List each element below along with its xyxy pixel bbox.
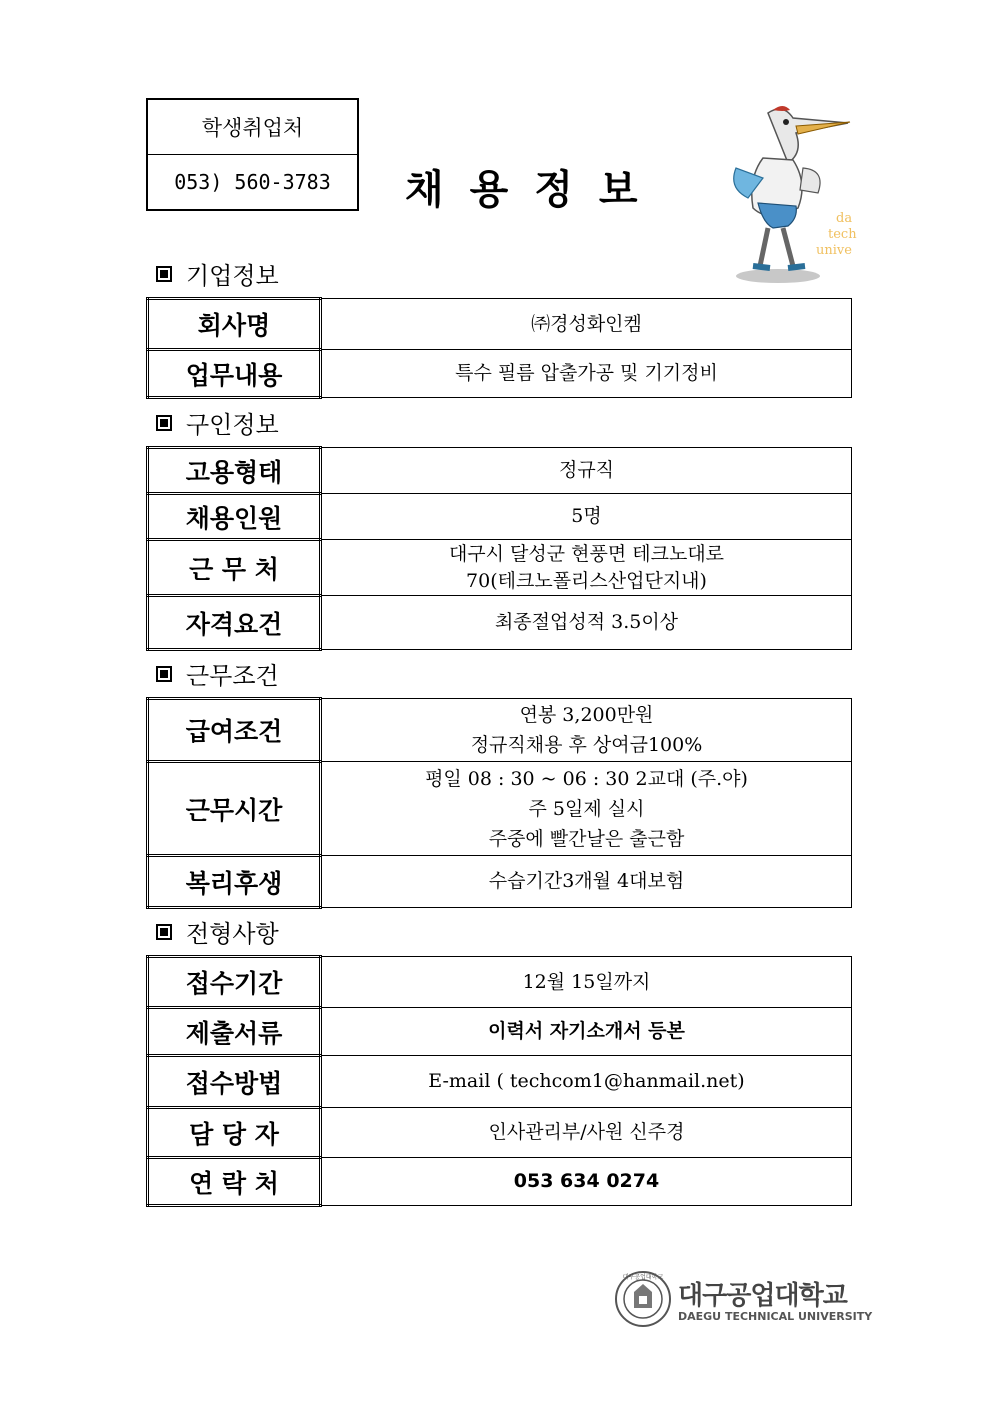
recruit-table (146, 446, 852, 651)
row-label: 회사명 (148, 299, 321, 350)
conditions-table (146, 697, 852, 909)
section-title-conditions: 근무조건 (156, 656, 279, 691)
table-row (148, 596, 852, 650)
crane-mascot-icon (708, 98, 858, 288)
filled-square-icon (156, 666, 172, 682)
seal-text: 대구공업대학교 (622, 1274, 664, 1281)
row-value: 5명 (321, 494, 852, 540)
row-value: 053 634 0274 (321, 1158, 852, 1206)
row-value: ㈜경성화인켐 (321, 299, 852, 350)
row-value: 평일 08 : 30 ~ 06 : 30 2교대 (주.야) 주 5일제 실시 주중에 빨간날은 출근함 (321, 762, 852, 856)
row-value: 특수 필름 압출가공 및 기기정비 (321, 350, 852, 398)
table-row (148, 448, 852, 494)
table-row (148, 1056, 852, 1108)
office-info-box (146, 98, 359, 211)
row-value: E-mail ( techcom1@hanmail.net) (321, 1056, 852, 1108)
section-title-selection: 전형사항 (156, 914, 279, 949)
university-logo (614, 1270, 872, 1328)
row-label: 담 당 자 (148, 1108, 321, 1158)
row-label: 접수기간 (148, 957, 321, 1008)
table-row (148, 762, 852, 856)
row-label: 근무시간 (148, 762, 321, 856)
row-label: 자격요건 (148, 596, 321, 650)
section-title-recruit: 구인정보 (156, 405, 279, 440)
table-row (148, 957, 852, 1008)
row-label: 고용형태 (148, 448, 321, 494)
university-name-korean: 대구공업대학교 (678, 1281, 847, 1311)
row-value: 수습기간3개월 4대보험 (321, 856, 852, 908)
university-name-english: DAEGU TECHNICAL UNIVERSITY (678, 1310, 873, 1323)
row-label: 접수방법 (148, 1056, 321, 1108)
row-label: 복리후생 (148, 856, 321, 908)
row-label: 업무내용 (148, 350, 321, 398)
watermark-line-3: unive (816, 243, 852, 258)
row-value: 이력서 자기소개서 등본 (321, 1008, 852, 1056)
table-row (148, 1008, 852, 1056)
table-row (148, 856, 852, 908)
office-label: 학생취업처 (148, 100, 357, 155)
university-seal-icon (614, 1270, 672, 1328)
row-label: 연 락 처 (148, 1158, 321, 1206)
row-label: 제출서류 (148, 1008, 321, 1056)
row-value: 대구시 달성군 현풍면 테크노대로 70(테크노폴리스산업단지내) (321, 540, 852, 596)
table-row (148, 1108, 852, 1158)
table-row (148, 699, 852, 762)
filled-square-icon (156, 415, 172, 431)
watermark-line-2: tech (828, 227, 857, 242)
company-table (146, 297, 852, 399)
row-label: 근 무 처 (148, 540, 321, 596)
table-row (148, 299, 852, 350)
filled-square-icon (156, 266, 172, 282)
row-value: 연봉 3,200만원 정규직채용 후 상여금100% (321, 699, 852, 762)
row-label: 급여조건 (148, 699, 321, 762)
selection-table (146, 955, 852, 1207)
section-title-company: 기업정보 (156, 256, 279, 291)
table-row (148, 540, 852, 596)
watermark-line-1: da (836, 211, 853, 226)
table-row (148, 1158, 852, 1206)
row-value: 최종절업성적 3.5이상 (321, 596, 852, 650)
row-value: 인사관리부/사원 신주경 (321, 1108, 852, 1158)
table-row (148, 494, 852, 540)
row-value: 정규직 (321, 448, 852, 494)
table-row (148, 350, 852, 398)
office-phone: 053) 560-3783 (174, 169, 331, 194)
page-title: 채용정보 (405, 167, 664, 213)
filled-square-icon (156, 924, 172, 940)
row-value: 12월 15일까지 (321, 957, 852, 1008)
row-label: 채용인원 (148, 494, 321, 540)
